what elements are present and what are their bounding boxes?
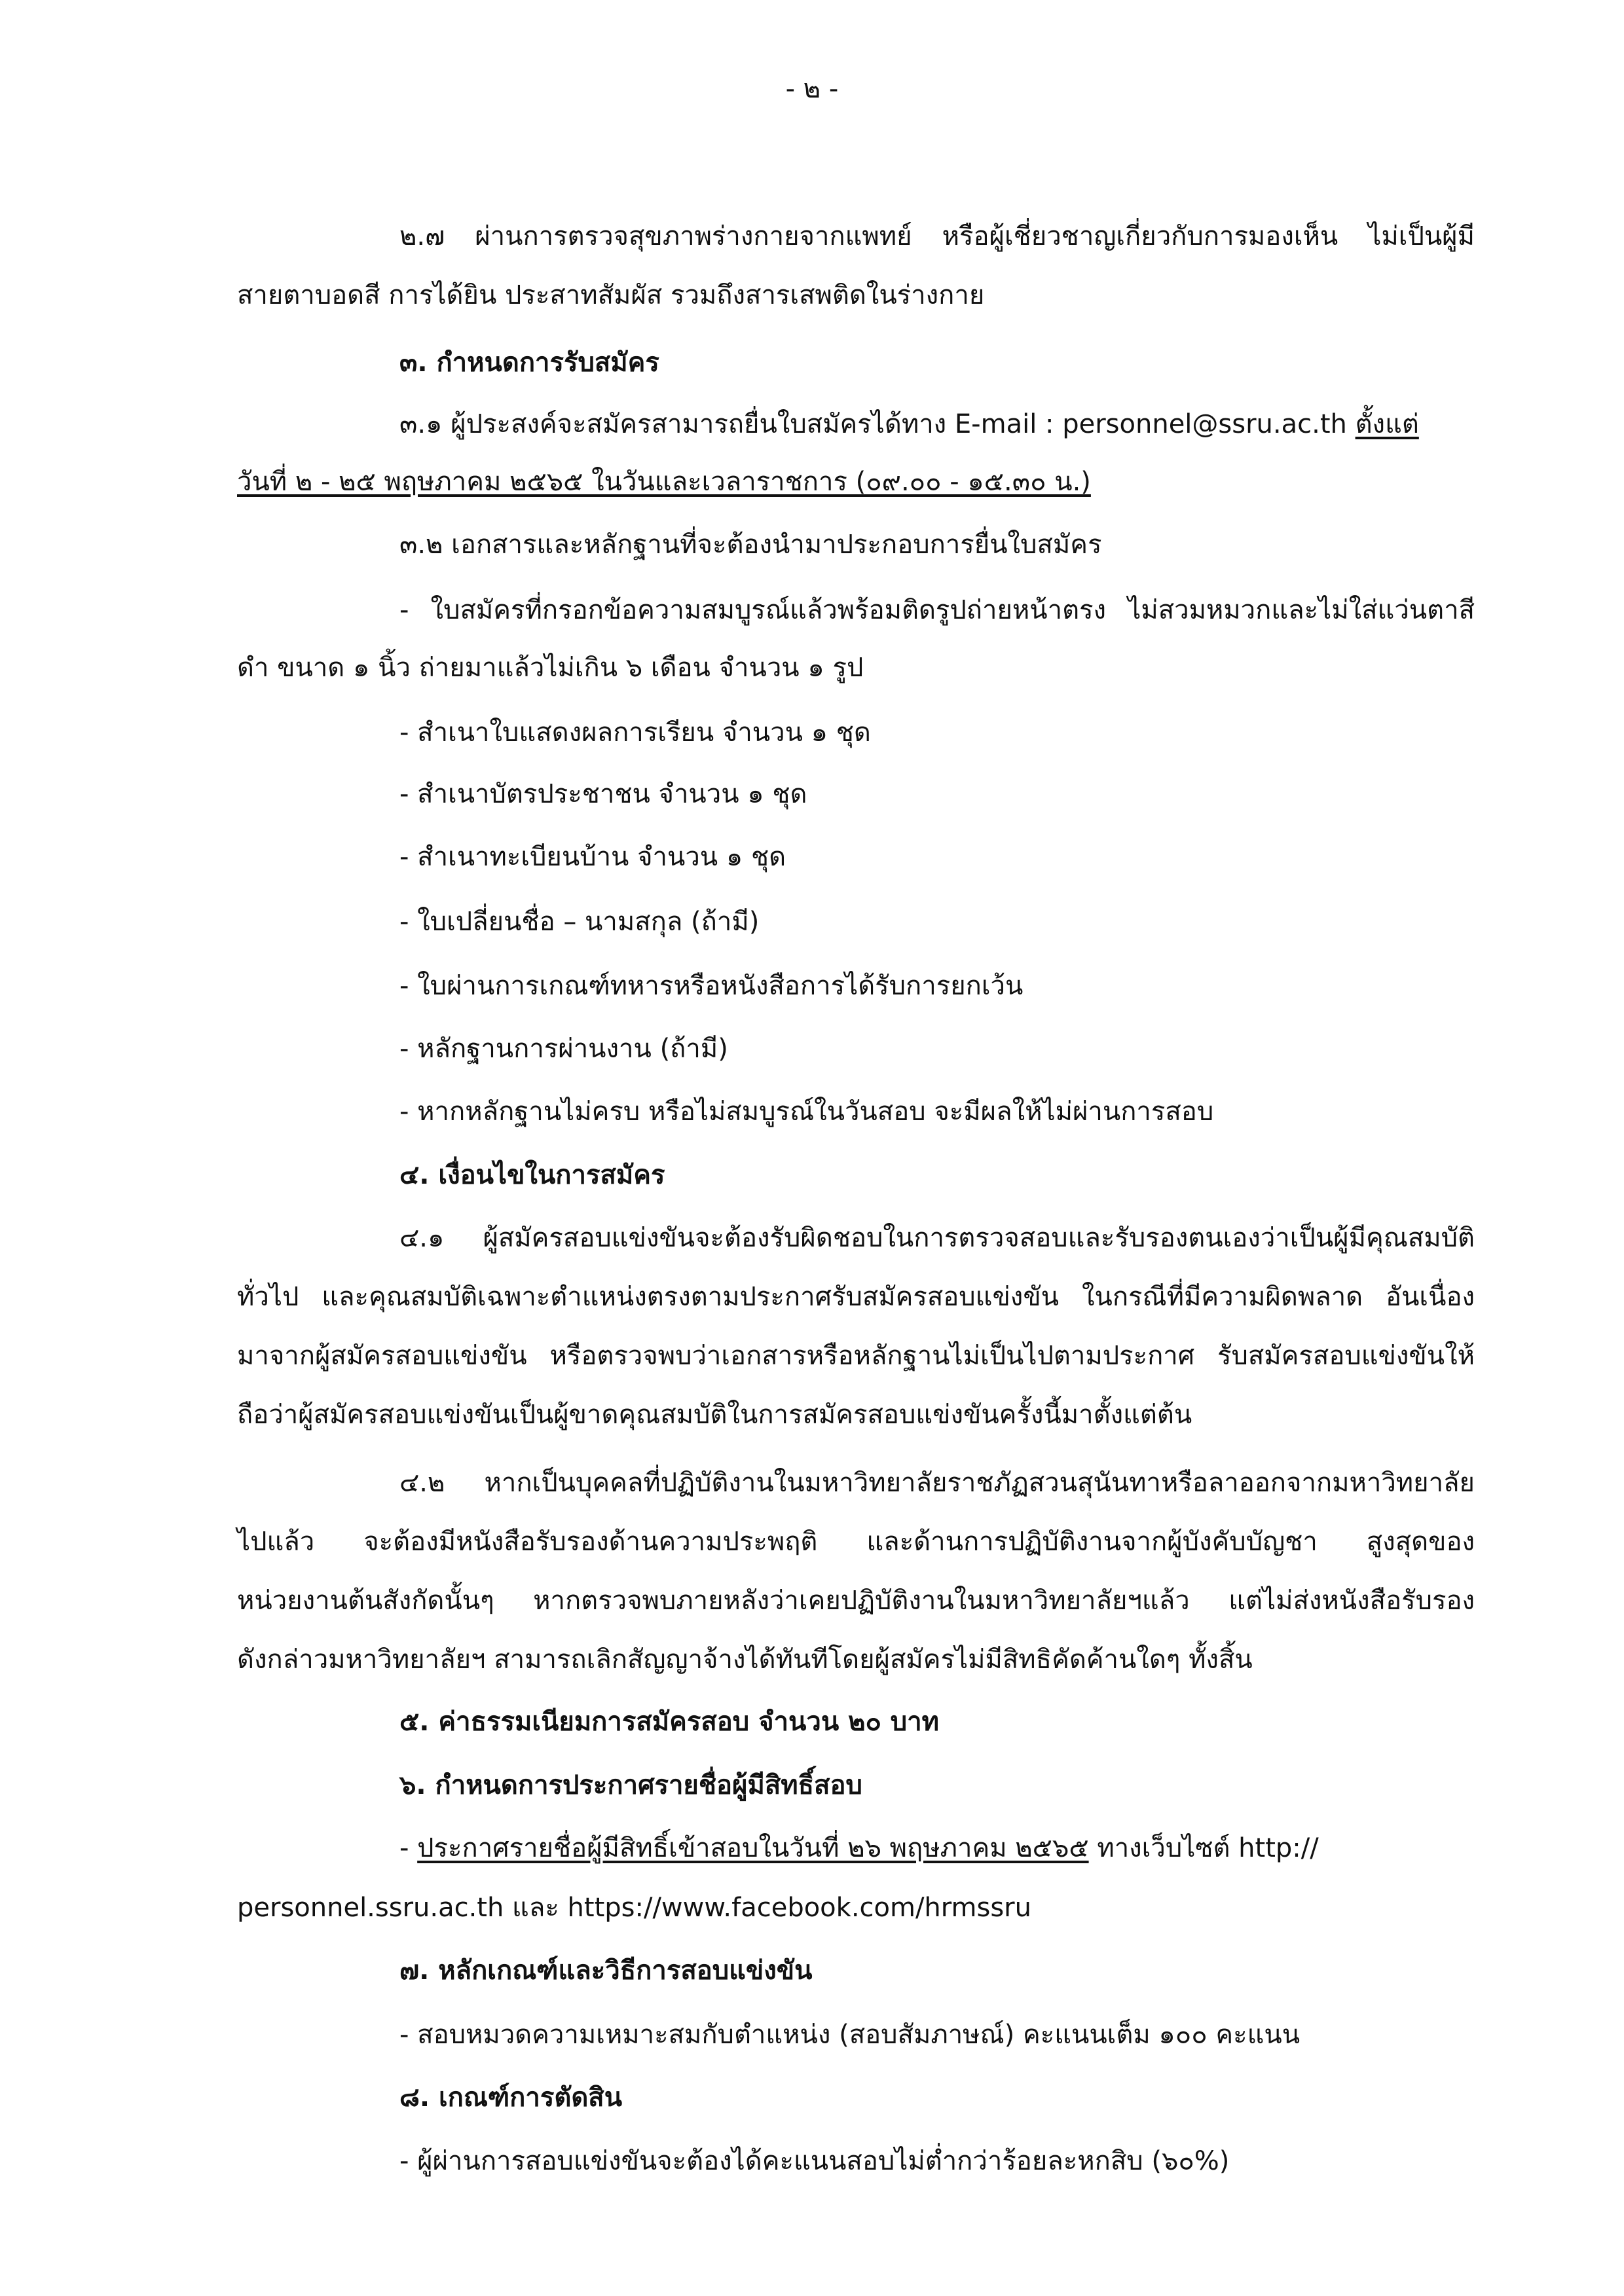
section-8-line: - ผู้ผ่านการสอบแข่งขันจะต้องได้คะแนนสอบไม่ต่ำกว่าร้อยละหกสิบ (๖๐%)	[399, 2146, 1230, 2176]
section-4-1-line: ถือว่าผู้สมัครสอบแข่งขันเป็นผู้ขาดคุณสมบัติในการสมัครสอบแข่งขันครั้งนี้มาตั้งแต่ต้น	[237, 1400, 1192, 1430]
section-3-1-start-underlined: ตั้งแต่	[1355, 409, 1419, 439]
document-item: - ใบผ่านการเกณฑ์ทหารหรือหนังสือการได้รับการยกเว้น	[399, 971, 1024, 1001]
section-4-2-line: ไปแล้ว จะต้องมีหนังสือรับรองด้านความประพฤติ และด้านการปฏิบัติงานจากผู้บังคับบัญชา สูงสุดของ	[237, 1527, 1475, 1557]
document-item: - ใบเปลี่ยนชื่อ – นามสกุล (ถ้ามี)	[399, 907, 760, 937]
section-4-2-line: ๔.๒ หากเป็นบุคคลที่ปฏิบัติงานในมหาวิทยาลัยราชภัฏสวนสุนันทาหรือลาออกจากมหาวิทยาลัย	[399, 1468, 1475, 1498]
section-7-line: - สอบหมวดความเหมาะสมกับตำแหน่ง (สอบสัมภาษณ์) คะแนนเต็ม ๑๐๐ คะแนน	[399, 2020, 1301, 2050]
document-item: - สำเนาใบแสดงผลการเรียน จำนวน ๑ ชุด	[399, 718, 871, 748]
section-8-heading: ๘. เกณฑ์การตัดสิน	[399, 2083, 623, 2113]
document-item: - หลักฐานการผ่านงาน (ถ้ามี)	[399, 1034, 728, 1064]
section-4-2-line: ดังกล่าวมหาวิทยาลัยฯ สามารถเลิกสัญญาจ้างได้ทันทีโดยผู้สมัครไม่มีสิทธิคัดค้านใดๆ ทั้งสิ้น	[237, 1645, 1253, 1675]
section-3-1-line-1	[399, 406, 1475, 443]
section-4-1-line: มาจากผู้สมัครสอบแข่งขัน หรือตรวจพบว่าเอกสารหรือหลักฐานไม่เป็นไปตามประกาศ รับสมัครสอบแข่งขันให้	[237, 1341, 1475, 1371]
document-item: - สำเนาบัตรประชาชน จำนวน ๑ ชุด	[399, 779, 807, 809]
document-item: - สำเนาทะเบียนบ้าน จำนวน ๑ ชุด	[399, 842, 786, 872]
photo-requirement-line-1: - ใบสมัครที่กรอกข้อความสมบูรณ์แล้วพร้อมติดรูปถ่ายหน้าตรง ไม่สวมหมวกและไม่ใส่แว่นตาสี	[399, 595, 1475, 625]
section-5-heading: ๕. ค่าธรรมเนียมการสมัครสอบ จำนวน ๒๐ บาท	[399, 1707, 940, 1737]
section-6-line-2: personnel.ssru.ac.th และ https://www.facebook.com/hrmssru	[237, 1893, 1031, 1923]
section-2-7-line-1: ๒.๗ ผ่านการตรวจสุขภาพร่างกายจากแพทย์ หรือผู้เชี่ยวชาญเกี่ยวกับการมองเห็น ไม่เป็นผู้มี	[399, 221, 1475, 251]
section-4-1-line: ทั่วไป และคุณสมบัติเฉพาะตำแหน่งตรงตามประกาศรับสมัครสอบแข่งขัน ในกรณีที่มีความผิดพลาด อันเนื่อง	[237, 1282, 1475, 1312]
section-3-1-text: ๓.๑ ผู้ประสงค์จะสมัครสามารถยื่นใบสมัครได้ทาง E-mail : personnel@ssru.ac.th	[399, 409, 1356, 439]
section-3-heading: ๓. กำหนดการรับสมัคร	[399, 348, 659, 378]
section-6-website-prefix: ทางเว็บไซต์ http://	[1088, 1833, 1319, 1863]
section-6-heading: ๖. กำหนดการประกาศรายชื่อผู้มีสิทธิ์สอบ	[399, 1770, 862, 1800]
section-3-1-date-range: วันที่ ๒ - ๒๕ พฤษภาคม ๒๕๖๕ ในวันและเวลาราชการ (๐๙.๐๐ - ๑๕.๓๐ น.)	[237, 467, 1091, 497]
section-4-1-line: ๔.๑ ผู้สมัครสอบแข่งขันจะต้องรับผิดชอบในการตรวจสอบและรับรองตนเองว่าเป็นผู้มีคุณสมบัติ	[399, 1223, 1475, 1253]
page-number: - ๒ -	[785, 74, 839, 104]
section-4-2-line: หน่วยงานต้นสังกัดนั้นๆ หากตรวจพบภายหลังว่าเคยปฏิบัติงานในมหาวิทยาลัยฯแล้ว แต่ไม่ส่งหนังสือรับรอง	[237, 1586, 1475, 1616]
photo-requirement-line-2: ดำ ขนาด ๑ นิ้ว ถ่ายมาแล้วไม่เกิน ๖ เดือน จำนวน ๑ รูป	[237, 653, 864, 683]
section-3-2: ๓.๒ เอกสารและหลักฐานที่จะต้องนำมาประกอบการยื่นใบสมัคร	[399, 530, 1102, 560]
section-7-heading: ๗. หลักเกณฑ์และวิธีการสอบแข่งขัน	[399, 1956, 813, 1986]
section-6-dash: -	[399, 1833, 418, 1863]
section-6-line-1	[399, 1830, 1475, 1867]
section-2-7-line-2: สายตาบอดสี การได้ยิน ประสาทสัมผัส รวมถึงสารเสพติดในร่างกาย	[237, 280, 985, 310]
section-4-heading: ๔. เงื่อนไขในการสมัคร	[399, 1160, 665, 1190]
section-6-announcement-date: ประกาศรายชื่อผู้มีสิทธิ์เข้าสอบในวันที่ ๒๖ พฤษภาคม ๒๕๖๕	[417, 1833, 1089, 1863]
document-item: - หากหลักฐานไม่ครบ หรือไม่สมบูรณ์ในวันสอบ จะมีผลให้ไม่ผ่านการสอบ	[399, 1097, 1214, 1127]
